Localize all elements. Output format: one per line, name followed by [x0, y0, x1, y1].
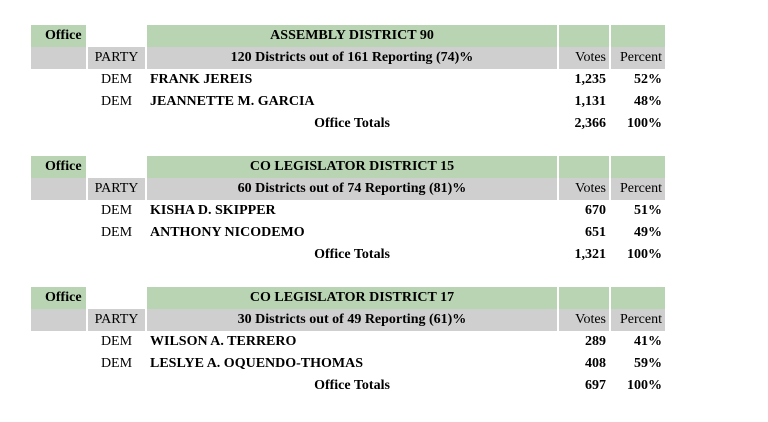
percent-column-header: Percent — [611, 47, 665, 69]
candidate-party: DEM — [100, 225, 133, 240]
reporting-status: 120 Districts out of 161 Reporting (74)% — [147, 47, 557, 69]
votes-header-spacer — [559, 25, 609, 47]
total-percent: 100% — [627, 378, 662, 393]
candidate-percent: 41% — [634, 334, 662, 349]
total-percent: 100% — [627, 116, 662, 131]
candidate-row — [31, 91, 665, 113]
office-header-row — [31, 25, 665, 47]
office-spacer — [88, 287, 145, 309]
office-spacer — [88, 25, 145, 47]
candidate-name: FRANK JEREIS — [150, 72, 253, 87]
candidate-party: DEM — [100, 72, 133, 87]
candidate-votes: 1,235 — [574, 72, 606, 87]
party-header-row — [31, 178, 665, 200]
party-spacer — [31, 178, 86, 200]
office-totals-label: Office Totals — [314, 247, 390, 262]
votes-header-spacer — [559, 287, 609, 309]
race-table — [29, 156, 667, 266]
party-spacer — [31, 309, 86, 331]
office-totals-label: Office Totals — [314, 116, 390, 131]
percent-header-spacer — [611, 287, 665, 309]
party-spacer — [31, 47, 86, 69]
reporting-status: 60 Districts out of 74 Reporting (81)% — [147, 178, 557, 200]
candidate-percent: 52% — [634, 72, 662, 87]
candidate-percent: 51% — [634, 203, 662, 218]
office-label: Office — [31, 156, 86, 178]
total-votes: 2,366 — [574, 116, 606, 131]
total-percent: 100% — [627, 247, 662, 262]
office-totals-label: Office Totals — [314, 378, 390, 393]
office-header-row — [31, 156, 665, 178]
office-totals-row — [31, 244, 665, 266]
candidate-row — [31, 331, 665, 353]
party-label: PARTY — [88, 309, 145, 331]
votes-column-header: Votes — [559, 309, 609, 331]
candidate-name: KISHA D. SKIPPER — [150, 203, 276, 218]
party-label: PARTY — [88, 47, 145, 69]
race-table — [29, 25, 667, 135]
votes-column-header: Votes — [559, 178, 609, 200]
reporting-status: 30 Districts out of 49 Reporting (61)% — [147, 309, 557, 331]
candidate-percent: 59% — [634, 356, 662, 371]
party-header-row — [31, 47, 665, 69]
election-results — [31, 25, 665, 397]
candidate-row — [31, 222, 665, 244]
candidate-party: DEM — [100, 334, 133, 349]
candidate-name: WILSON A. TERRERO — [150, 334, 297, 349]
candidate-party: DEM — [100, 203, 133, 218]
percent-header-spacer — [611, 25, 665, 47]
total-votes: 697 — [585, 378, 606, 393]
candidate-name: ANTHONY NICODEMO — [150, 225, 305, 240]
race-title: CO LEGISLATOR DISTRICT 17 — [147, 287, 557, 309]
office-totals-row — [31, 113, 665, 135]
votes-header-spacer — [559, 156, 609, 178]
percent-column-header: Percent — [611, 178, 665, 200]
percent-column-header: Percent — [611, 309, 665, 331]
candidate-votes: 670 — [585, 203, 606, 218]
candidate-row — [31, 353, 665, 375]
candidate-votes: 289 — [585, 334, 606, 349]
candidate-party: DEM — [100, 356, 133, 371]
party-label: PARTY — [88, 178, 145, 200]
office-totals-row — [31, 375, 665, 397]
office-label: Office — [31, 287, 86, 309]
candidate-name: JEANNETTE M. GARCIA — [150, 94, 315, 109]
party-header-row — [31, 309, 665, 331]
candidate-row — [31, 200, 665, 222]
office-header-row — [31, 287, 665, 309]
race-title: CO LEGISLATOR DISTRICT 15 — [147, 156, 557, 178]
candidate-votes: 1,131 — [574, 94, 606, 109]
race-title: ASSEMBLY DISTRICT 90 — [147, 25, 557, 47]
office-spacer — [88, 156, 145, 178]
candidate-percent: 48% — [634, 94, 662, 109]
total-votes: 1,321 — [574, 247, 606, 262]
race-table — [29, 287, 667, 397]
candidate-percent: 49% — [634, 225, 662, 240]
office-label: Office — [31, 25, 86, 47]
candidate-votes: 408 — [585, 356, 606, 371]
candidate-party: DEM — [100, 94, 133, 109]
percent-header-spacer — [611, 156, 665, 178]
candidate-row — [31, 69, 665, 91]
candidate-name: LESLYE A. OQUENDO-THOMAS — [150, 356, 364, 371]
votes-column-header: Votes — [559, 47, 609, 69]
candidate-votes: 651 — [585, 225, 606, 240]
